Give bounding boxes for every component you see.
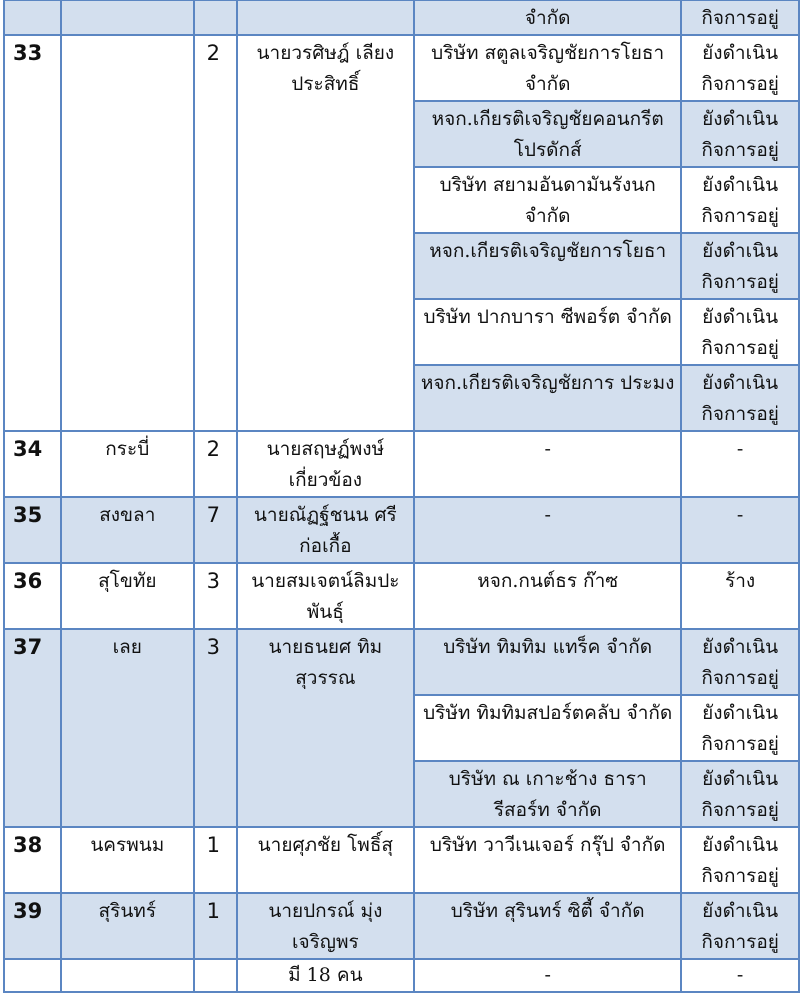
total-row [4, 959, 799, 992]
status-cell: - [681, 959, 799, 992]
company-cell: หจก.เกียรติเจริญชัยการโยธา [414, 233, 681, 299]
status-cell: ยังดำเนิน กิจการอยู่ [681, 35, 799, 101]
company-cell: บริษัท สยามอันดามันรังนก จำกัด [414, 167, 681, 233]
company-cell: หจก.เกียรติเจริญชัยการ ประมง [414, 365, 681, 431]
company-cell: บริษัท สตูลเจริญชัยการโยธา จำกัด [414, 35, 681, 101]
company-cell: - [414, 497, 681, 563]
company-cell: บริษัท ทิมทิมสปอร์ตคลับ จำกัด [414, 695, 681, 761]
province-cell: สุโขทัย [61, 563, 194, 629]
name-cell: นายวรศิษฎ์ เลียง ประสิทธิ์ [237, 35, 415, 431]
no-cell [4, 0, 61, 35]
name-cell: นายปกรณ์ มุ่ง เจริญพร [237, 893, 415, 959]
officials-table [3, 0, 800, 993]
company-cell: บริษัท สุรินทร์ ซิตี้ จำกัด [414, 893, 681, 959]
status-cell: ยังดำเนิน กิจการอยู่ [681, 167, 799, 233]
no-cell: 35 [4, 497, 61, 563]
no-cell: 33 [4, 35, 61, 431]
no-cell [4, 959, 61, 992]
total-label: มี 18 คน [237, 959, 415, 992]
count-cell: 3 [194, 629, 237, 827]
province-cell: สงขลา [61, 497, 194, 563]
table-row [4, 827, 799, 893]
status-cell: ยังดำเนิน กิจการอยู่ [681, 629, 799, 695]
table-row [4, 0, 799, 35]
table-row [4, 893, 799, 959]
name-cell: นายณัฏฐ์ชนน ศรี ก่อเกื้อ [237, 497, 415, 563]
province-cell [61, 35, 194, 431]
table-row [4, 563, 799, 629]
name-cell: นายสมเจตน์ลิมปะ พันธุ์ [237, 563, 415, 629]
count-cell: 3 [194, 563, 237, 629]
status-cell: ยังดำเนิน กิจการอยู่ [681, 365, 799, 431]
table-row [4, 497, 799, 563]
province-cell [61, 959, 194, 992]
company-cell: หจก.กนต์ธร ก๊าซ [414, 563, 681, 629]
no-cell: 36 [4, 563, 61, 629]
province-cell [61, 0, 194, 35]
company-cell: บริษัท วาวีเนเจอร์ กรุ๊ป จำกัด [414, 827, 681, 893]
name-cell: นายสฤษฏ์พงษ์ เกี่ยวข้อง [237, 431, 415, 497]
count-cell [194, 0, 237, 35]
province-cell: กระบี่ [61, 431, 194, 497]
status-cell: ยังดำเนิน กิจการอยู่ [681, 893, 799, 959]
status-cell: ยังดำเนิน กิจการอยู่ [681, 299, 799, 365]
company-cell: - [414, 959, 681, 992]
count-cell: 1 [194, 827, 237, 893]
no-cell: 34 [4, 431, 61, 497]
table-row [4, 35, 799, 101]
no-cell: 39 [4, 893, 61, 959]
status-cell: ยังดำเนิน กิจการอยู่ [681, 695, 799, 761]
status-cell: ยังดำเนิน กิจการอยู่ [681, 101, 799, 167]
table-row [4, 431, 799, 497]
count-cell: 7 [194, 497, 237, 563]
status-cell: ร้าง [681, 563, 799, 629]
province-cell: นครพนม [61, 827, 194, 893]
company-cell: - [414, 431, 681, 497]
no-cell: 37 [4, 629, 61, 827]
company-cell: บริษัท ณ เกาะช้าง ธารา รีสอร์ท จำกัด [414, 761, 681, 827]
province-cell: สุรินทร์ [61, 893, 194, 959]
company-cell: บริษัท ปากบารา ซีพอร์ต จำกัด [414, 299, 681, 365]
count-cell [194, 959, 237, 992]
name-cell: นายศุภชัย โพธิ์สุ [237, 827, 415, 893]
company-cell: บริษัท ทิมทิม แทร็ค จำกัด [414, 629, 681, 695]
status-cell: กิจการอยู่ [681, 0, 799, 35]
count-cell: 1 [194, 893, 237, 959]
status-cell: ยังดำเนิน กิจการอยู่ [681, 233, 799, 299]
status-cell: - [681, 431, 799, 497]
company-cell: หจก.เกียรติเจริญชัยคอนกรีต โปรดักส์ [414, 101, 681, 167]
table-row [4, 629, 799, 695]
status-cell: - [681, 497, 799, 563]
status-cell: ยังดำเนิน กิจการอยู่ [681, 827, 799, 893]
count-cell: 2 [194, 35, 237, 431]
name-cell: นายธนยศ ทิม สุวรรณ [237, 629, 415, 827]
status-cell: ยังดำเนิน กิจการอยู่ [681, 761, 799, 827]
province-cell: เลย [61, 629, 194, 827]
no-cell: 38 [4, 827, 61, 893]
name-cell [237, 0, 415, 35]
company-cell: จำกัด [414, 0, 681, 35]
count-cell: 2 [194, 431, 237, 497]
